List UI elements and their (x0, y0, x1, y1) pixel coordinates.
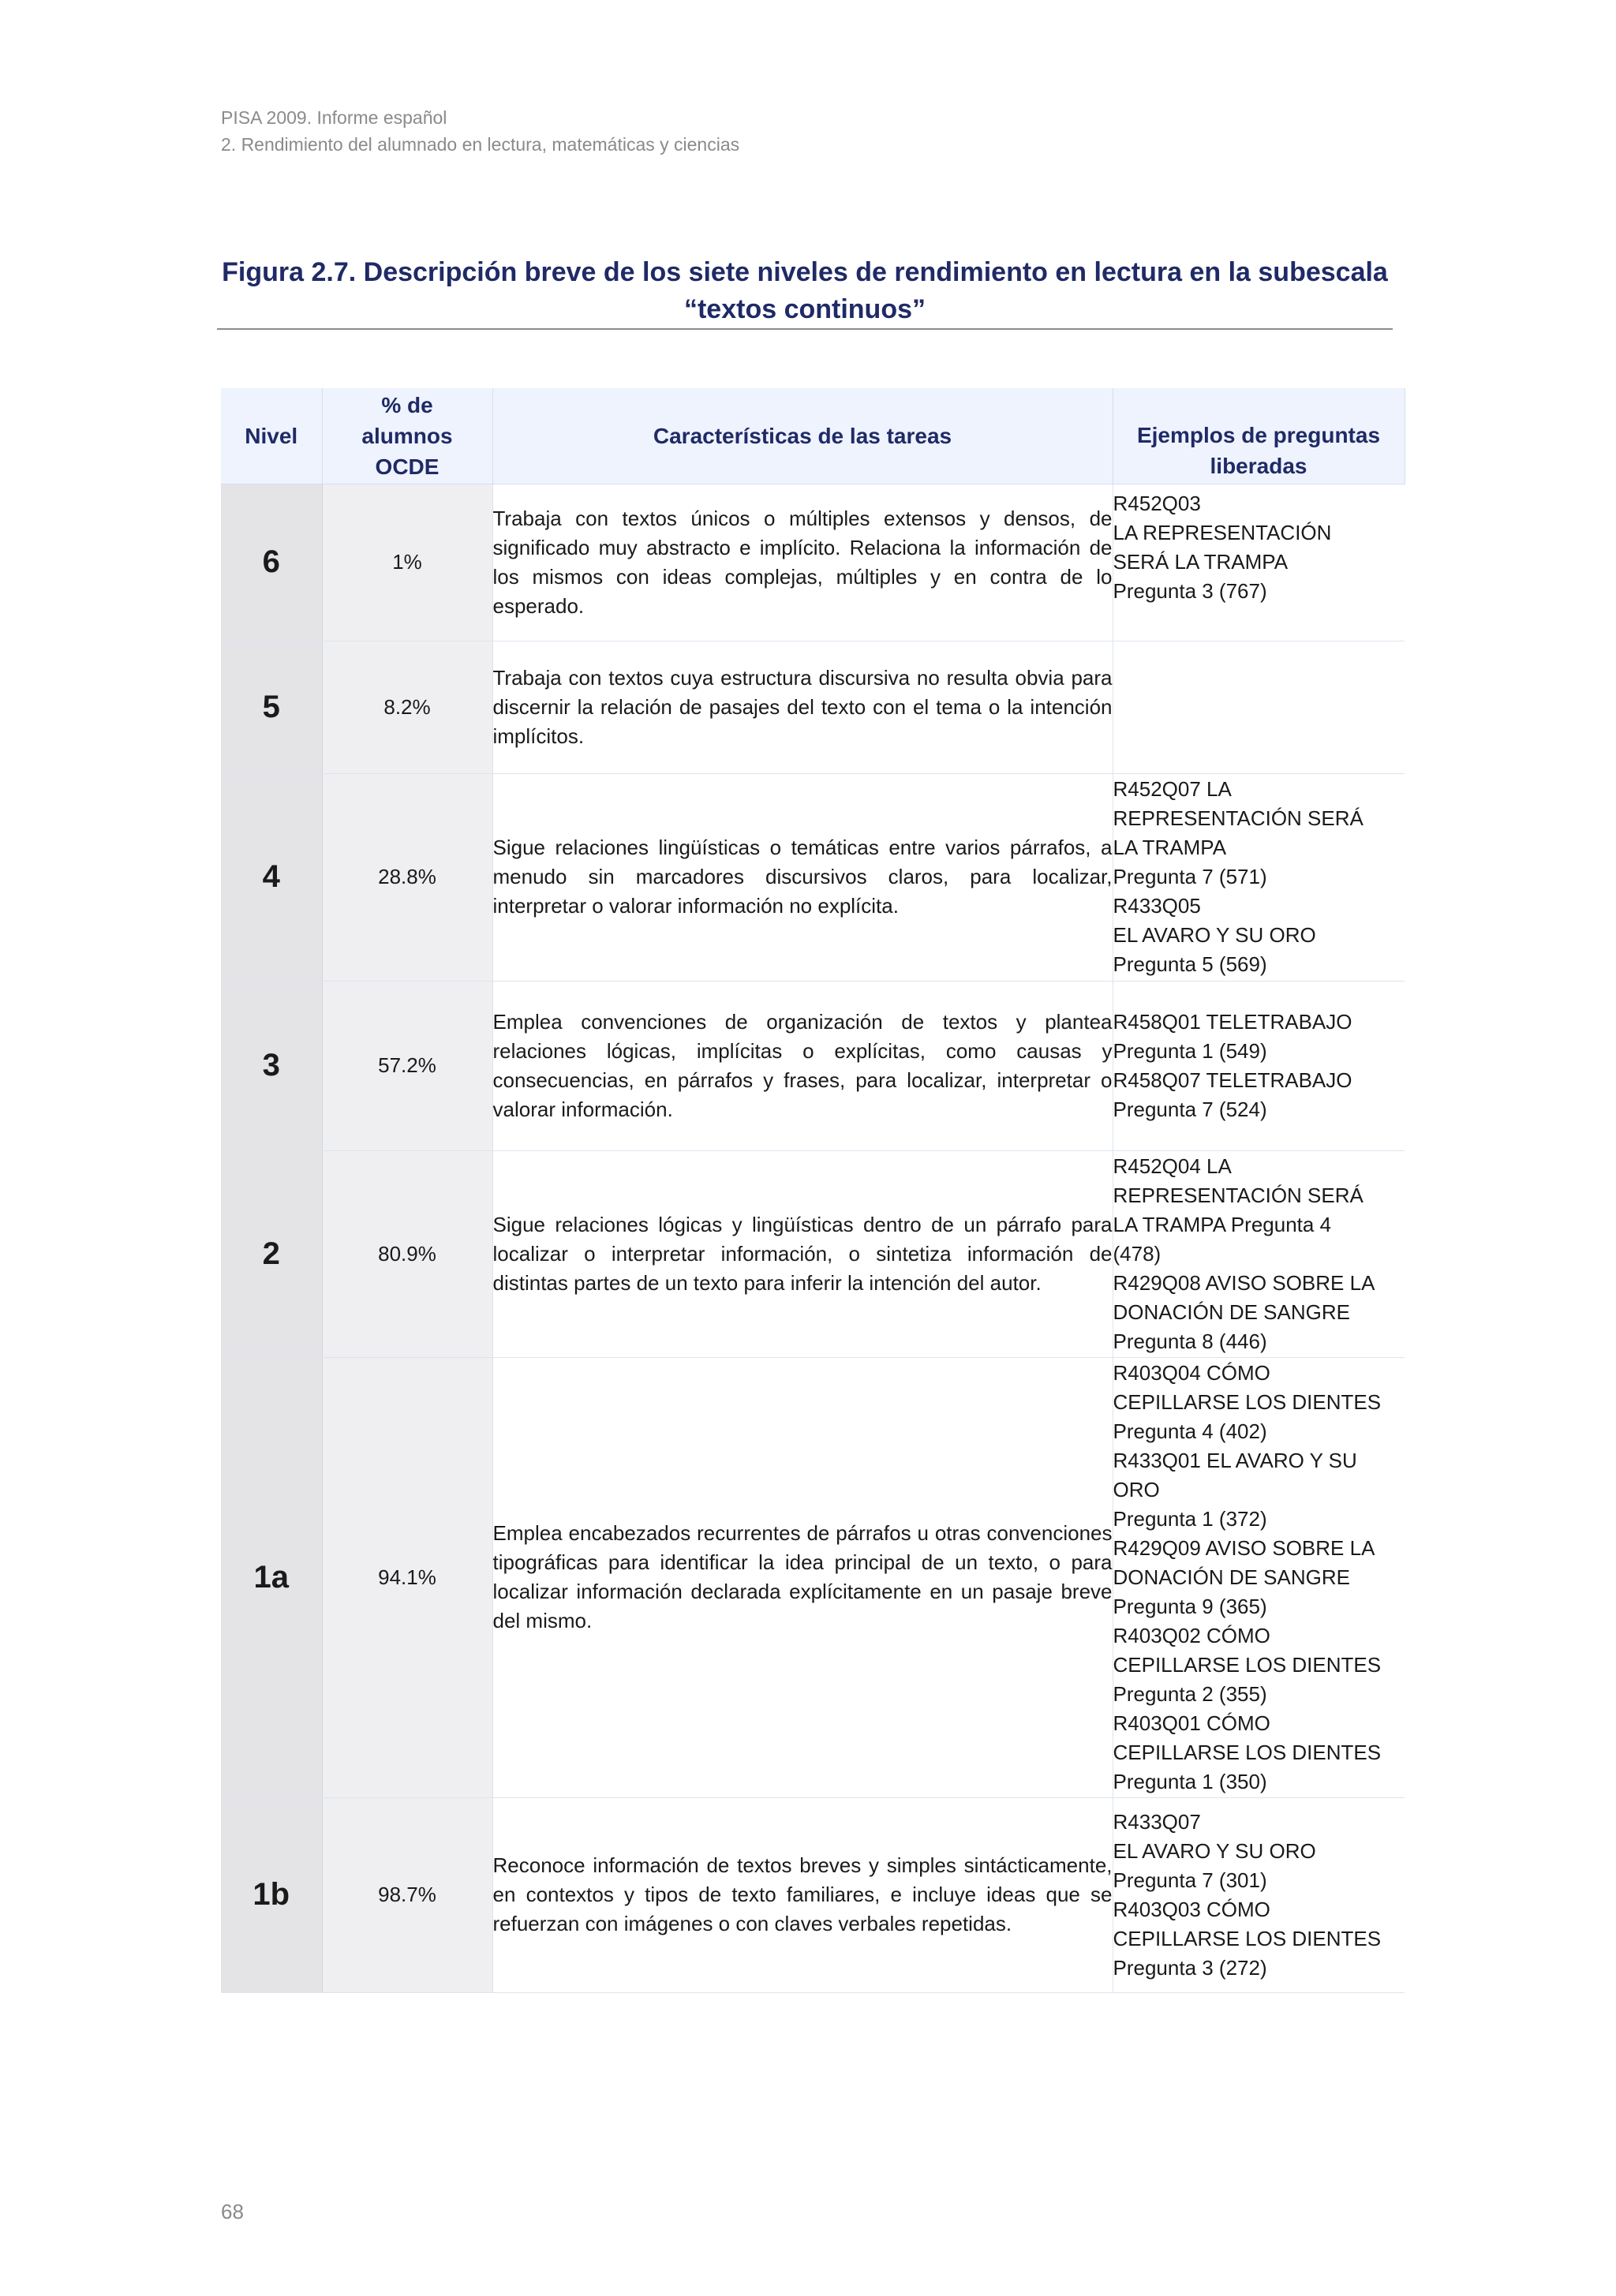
examples-cell: R403Q04 CÓMO CEPILLARSE LOS DIENTES Pregunta 4 (402) R433Q01 EL AVARO Y SU ORO Pregunta 1 (372) R429Q09 AVISO SOBRE LA DONACIÓN DE SANGRE Pregunta 9 (365) R403Q02 CÓMO CEPILLARSE LOS DIENTES Pregunta 2 (355) R403Q01 CÓMO CEPILLARSE LOS DIENTES Pregunta 1 (350) (1113, 1357, 1405, 1797)
level-cell: 5 (221, 641, 322, 773)
percent-cell: 94.1% (322, 1357, 492, 1797)
percent-cell: 80.9% (322, 1150, 492, 1357)
examples-cell: R458Q01 TELETRABAJO Pregunta 1 (549) R458Q07 TELETRABAJO Pregunta 7 (524) (1113, 981, 1405, 1150)
running-header-chapter: 2. Rendimiento del alumnado en lectura, matemáticas y ciencias (221, 134, 740, 155)
table-header-row (221, 388, 1405, 484)
level-cell: 2 (221, 1150, 322, 1357)
description-cell: Reconoce información de textos breves y simples sintácticamente, en contextos y tipos de texto familiares, e incluye ideas que se refuerzan con imágenes o con claves verbales repetidas. (492, 1797, 1113, 1992)
level-cell: 3 (221, 981, 322, 1150)
reading-levels-table (221, 388, 1405, 1993)
running-header (221, 104, 739, 158)
table-row (221, 1797, 1405, 1992)
examples-cell: R452Q03 LA REPRESENTACIÓN SERÁ LA TRAMPA Pregunta 3 (767) (1113, 484, 1405, 641)
percent-cell: 1% (322, 484, 492, 641)
header-nivel: Nivel (221, 388, 322, 484)
header-caracteristicas: Características de las tareas (492, 388, 1113, 484)
level-cell: 1b (221, 1797, 322, 1992)
level-cell: 4 (221, 773, 322, 981)
level-cell: 1a (221, 1357, 322, 1797)
header-ejemplos: Ejemplos de preguntas liberadas (1113, 388, 1405, 484)
description-cell: Emplea convenciones de organización de textos y plantea relaciones lógicas, implícitas o explícitas, como causas y consecuencias, en párrafos y frases, para localizar, interpretar o valorar información. (492, 981, 1113, 1150)
table-row (221, 484, 1405, 641)
description-cell: Sigue relaciones lingüísticas o temáticas entre varios párrafos, a menudo sin marcadores discursivos claros, para localizar, interpretar o valorar información no explícita. (492, 773, 1113, 981)
examples-cell: R452Q04 LA REPRESENTACIÓN SERÁ LA TRAMPA Pregunta 4 (478) R429Q08 AVISO SOBRE LA DONACIÓN DE SANGRE Pregunta 8 (446) (1113, 1150, 1405, 1357)
percent-cell: 8.2% (322, 641, 492, 773)
percent-cell: 57.2% (322, 981, 492, 1150)
figure-title (217, 254, 1393, 328)
description-cell: Emplea encabezados recurrentes de párrafos u otras convenciones tipográficas para identificar la idea principal de un texto, o para localizar información declarada explícitamente en un pasaje breve del mismo. (492, 1357, 1113, 1797)
title-divider (217, 328, 1393, 330)
level-cell: 6 (221, 484, 322, 641)
description-cell: Sigue relaciones lógicas y lingüísticas dentro de un párrafo para localizar o interpretar información, o sintetiza información de distintas partes de un texto para inferir la intención del autor. (492, 1150, 1113, 1357)
figure-title-line2: “textos continuos” (683, 294, 926, 324)
percent-cell: 98.7% (322, 1797, 492, 1992)
table-row (221, 1357, 1405, 1797)
running-header-title: PISA 2009. Informe español (221, 107, 447, 128)
figure-title-line1: Figura 2.7. Descripción breve de los siete niveles de rendimiento en lectura en la subescala (222, 257, 1388, 287)
percent-cell: 28.8% (322, 773, 492, 981)
header-pct: % de alumnos OCDE (322, 388, 492, 484)
table-row (221, 773, 1405, 981)
examples-cell: R433Q07 EL AVARO Y SU ORO Pregunta 7 (301) R403Q03 CÓMO CEPILLARSE LOS DIENTES Pregunta 3 (272) (1113, 1797, 1405, 1992)
examples-cell (1113, 641, 1405, 773)
description-cell: Trabaja con textos cuya estructura discursiva no resulta obvia para discernir la relación de pasajes del texto con el tema o la intención implícitos. (492, 641, 1113, 773)
table-row (221, 1150, 1405, 1357)
page-number: 68 (221, 2200, 244, 2223)
description-cell: Trabaja con textos únicos o múltiples extensos y densos, de significado muy abstracto e implícito. Relaciona la información de los mismos con ideas complejas, múltiples y en contra de lo esperado. (492, 484, 1113, 641)
table-row (221, 641, 1405, 773)
examples-cell: R452Q07 LA REPRESENTACIÓN SERÁ LA TRAMPA Pregunta 7 (571) R433Q05 EL AVARO Y SU ORO Pregunta 5 (569) (1113, 773, 1405, 981)
table-row (221, 981, 1405, 1150)
